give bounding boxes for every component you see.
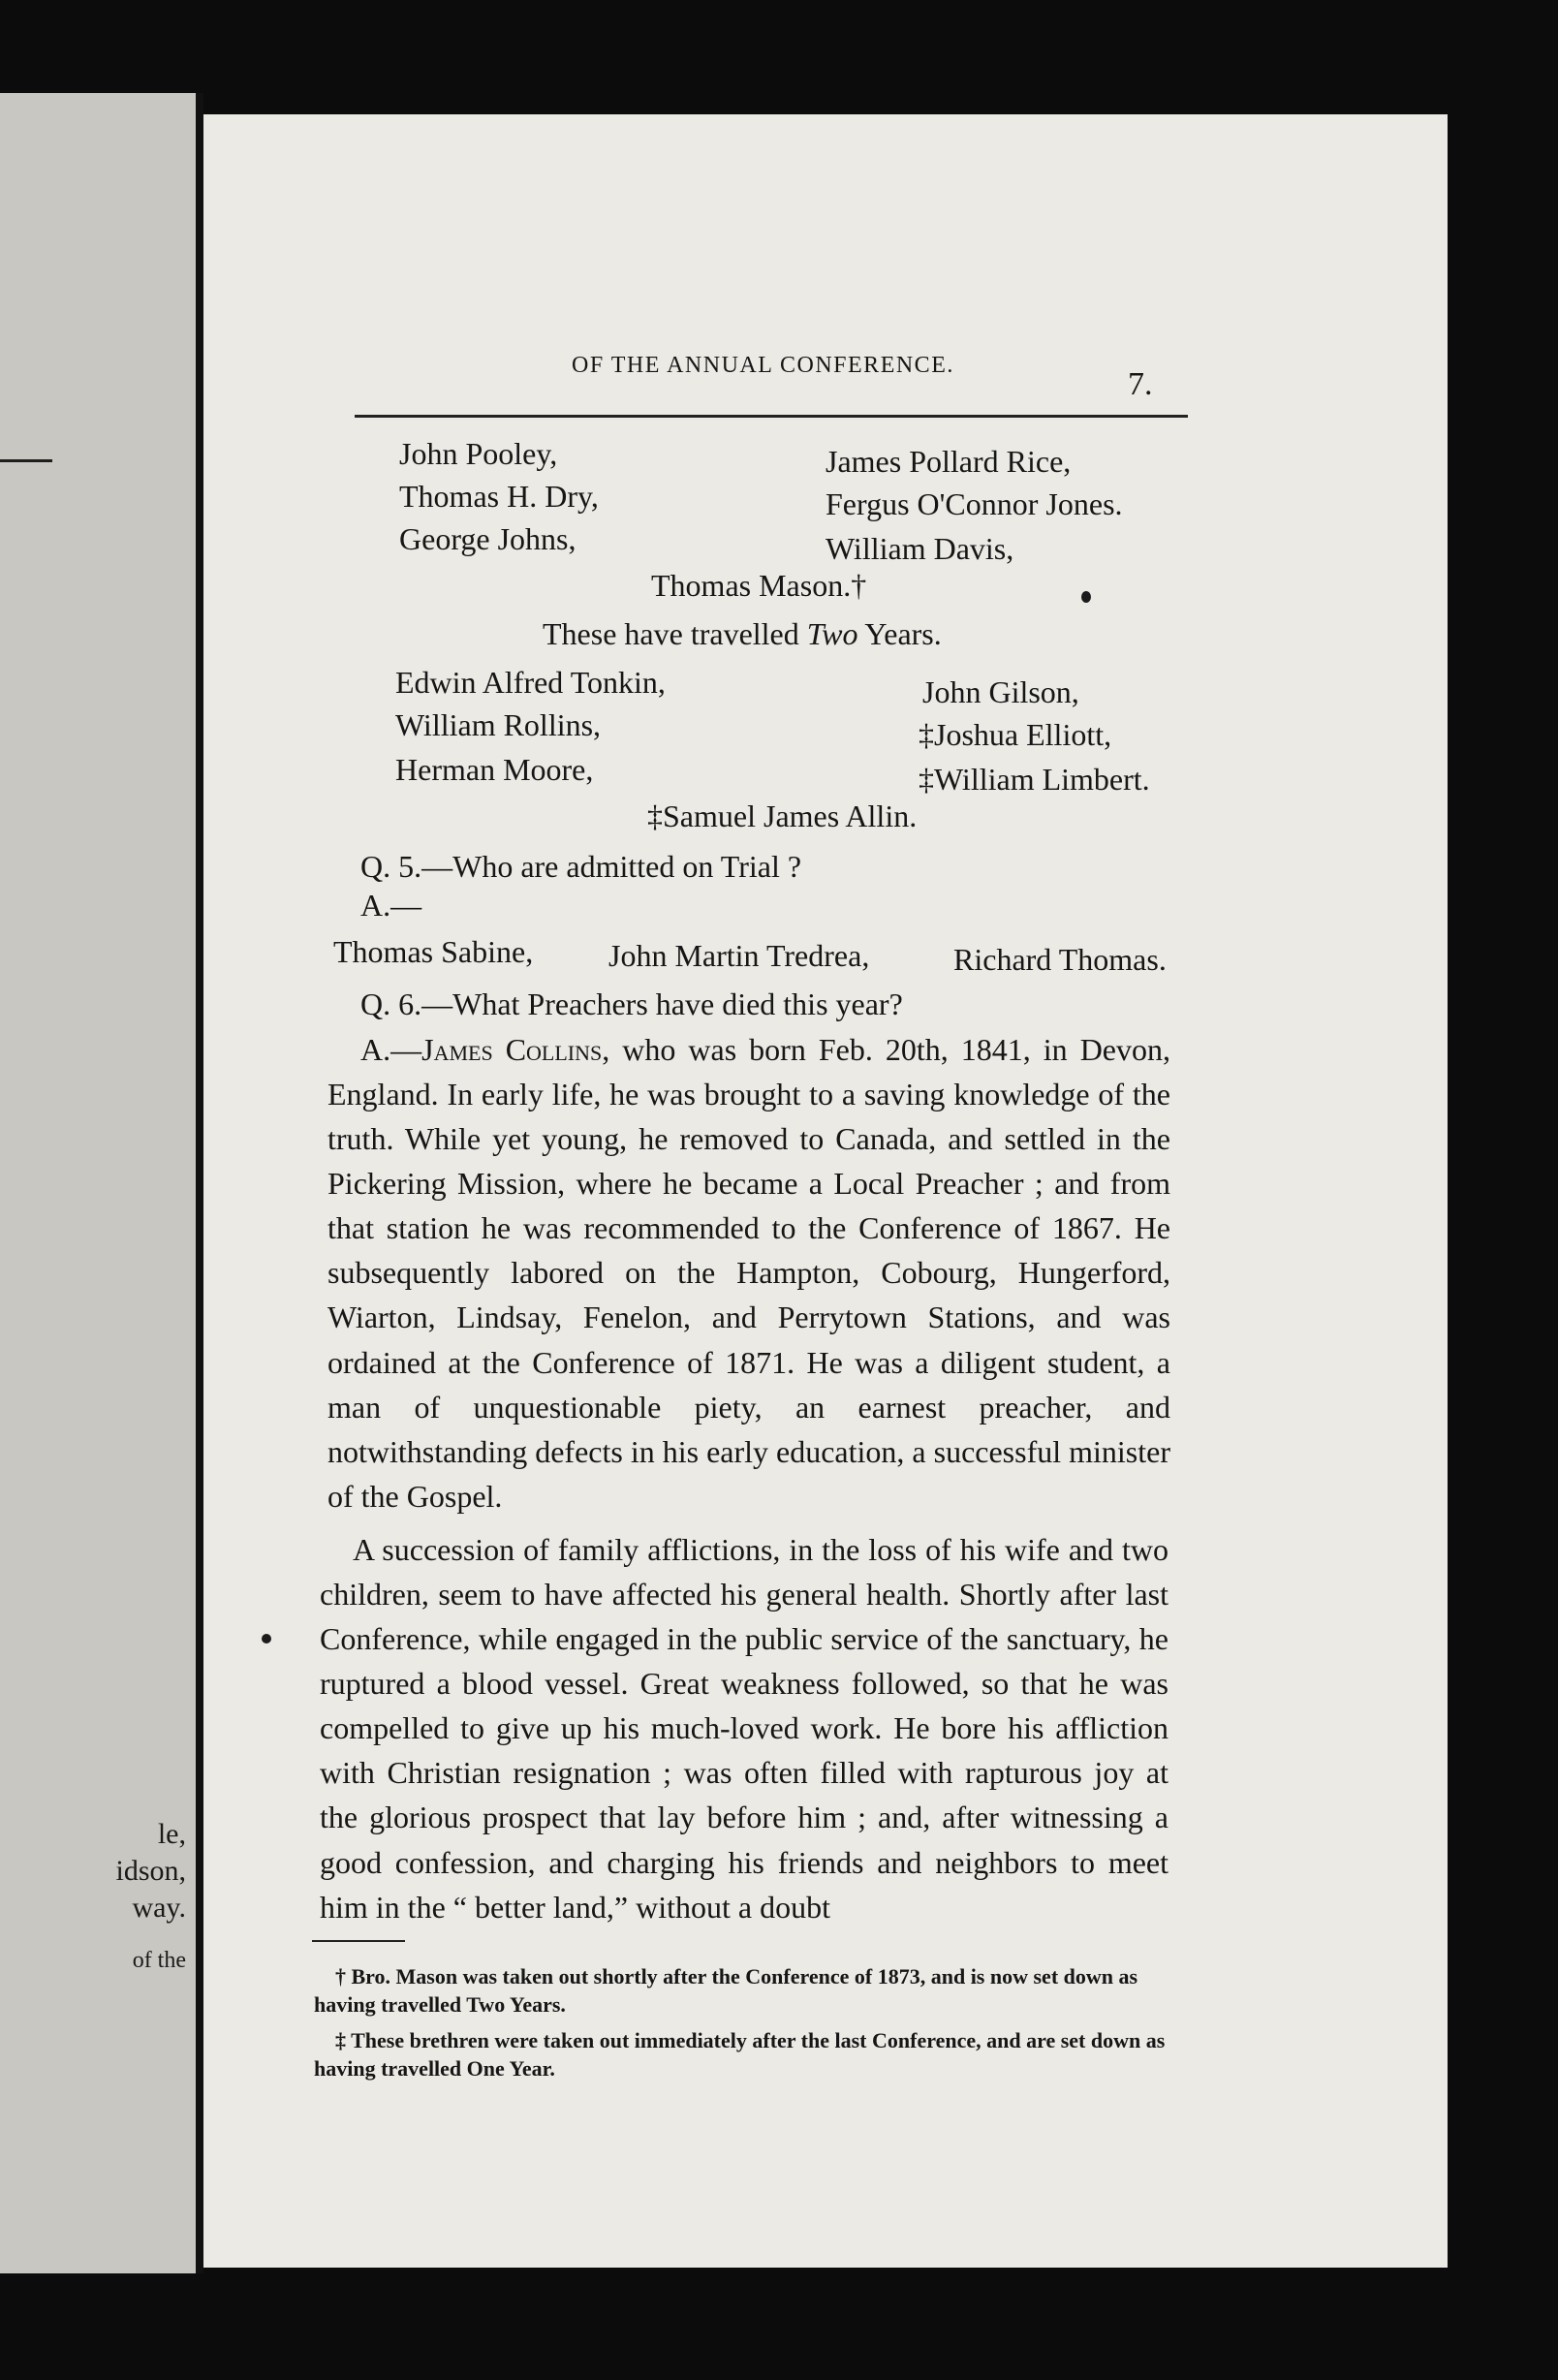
answer-lead: A.— [360,1032,422,1067]
heading-text: These have travelled [543,616,807,651]
preacher-name: John Pooley, [399,436,558,471]
facing-page-fragment: idson, [115,1855,186,1887]
obituary-text: , who was born Feb. 20th, 1841, in Devon, England. In early life, he was brought to a saving knowledge of the truth. While yet young, he removed to Canada, and settled in the Pickering Mission, where he became a Local Preacher ; and from that station he was recommended to the Conference of 1867. He subsequently labored on the Hampton, Cobourg, Hungerford, Wiarton, Lindsay, Fenelon, and Perrytown Stations, and was ordained at the Conference of 1871. He was a diligent student, a man of unquestionable piety, an earnest preacher, and notwithstanding defects in his early education, a successful minister of the Gospel. [327,1032,1171,1514]
ink-speck [262,1634,271,1644]
footnote: † Bro. Mason was taken out shortly after the Conference of 1873, and is now set down as having travelled Two Years. [314,1964,1138,2017]
preacher-name: ‡William Limbert. [919,762,1150,797]
preacher-name: William Davis, [826,531,1014,566]
preacher-name: ‡Joshua Elliott, [919,717,1112,752]
question-5: Q. 5.—Who are admitted on Trial ? [360,849,802,884]
preacher-name-centered: Thomas Mason.† [651,568,867,603]
running-head: OF THE ANNUAL CONFERENCE. [572,353,954,378]
admitted-name: Richard Thomas. [953,942,1167,977]
ink-speck [1081,591,1091,603]
preacher-name: William Rollins, [395,707,602,742]
obituary-paragraph-1 [327,1027,1170,1519]
facing-page [0,93,196,2273]
heading-italic: Two [806,616,858,651]
book-gutter [196,93,203,2273]
facing-page-fragment: of the [132,1948,186,1973]
admitted-name: John Martin Tredrea, [608,938,870,973]
obituary-paragraph-2: A succession of family afflictions, in the loss of his wife and two children, seem to have affected his general health. Shortly after last Conference, while engaged in the public service of the sanctuary, he ruptured a blood vessel. Great weakness followed, so that he was compelled to give up his much-loved work. He bore his affliction with Christian resignation ; was often filled with rapturous joy at the glorious prospect that lay before him ; and, after witnessing a good confession, and charging his friends and neighbors to meet him in the “ better land,” without a doubt [320,1532,1168,1925]
header-rule [355,415,1188,418]
preacher-name: John Gilson, [922,674,1079,709]
facing-page-fragment: way. [132,1892,186,1924]
preacher-name: George Johns, [399,521,576,556]
preacher-name: Edwin Alfred Tonkin, [395,665,666,700]
page-number: 7. [1128,366,1153,402]
preacher-name: Thomas H. Dry, [399,479,599,514]
question-6: Q. 6.—What Preachers have died this year? [360,986,903,1021]
footnote: ‡ These brethren were taken out immediately after the last Conference, and are set down as having travelled One Year. [314,2028,1166,2081]
facing-page-rule [0,459,52,462]
preacher-name: James Pollard Rice, [826,444,1072,479]
answer-5: A.— [360,888,422,923]
preacher-name: Herman Moore, [395,752,594,787]
heading-text: Years. [857,616,942,651]
preacher-name-centered: ‡Samuel James Allin. [647,799,918,833]
admitted-name: Thomas Sabine, [333,934,534,969]
preacher-name: Fergus O'Connor Jones. [826,486,1123,521]
section-heading-two-years [543,618,942,649]
facing-page-fragment: le, [157,1818,186,1850]
deceased-name: James Collins [421,1032,603,1067]
footnote-rule [312,1940,405,1942]
